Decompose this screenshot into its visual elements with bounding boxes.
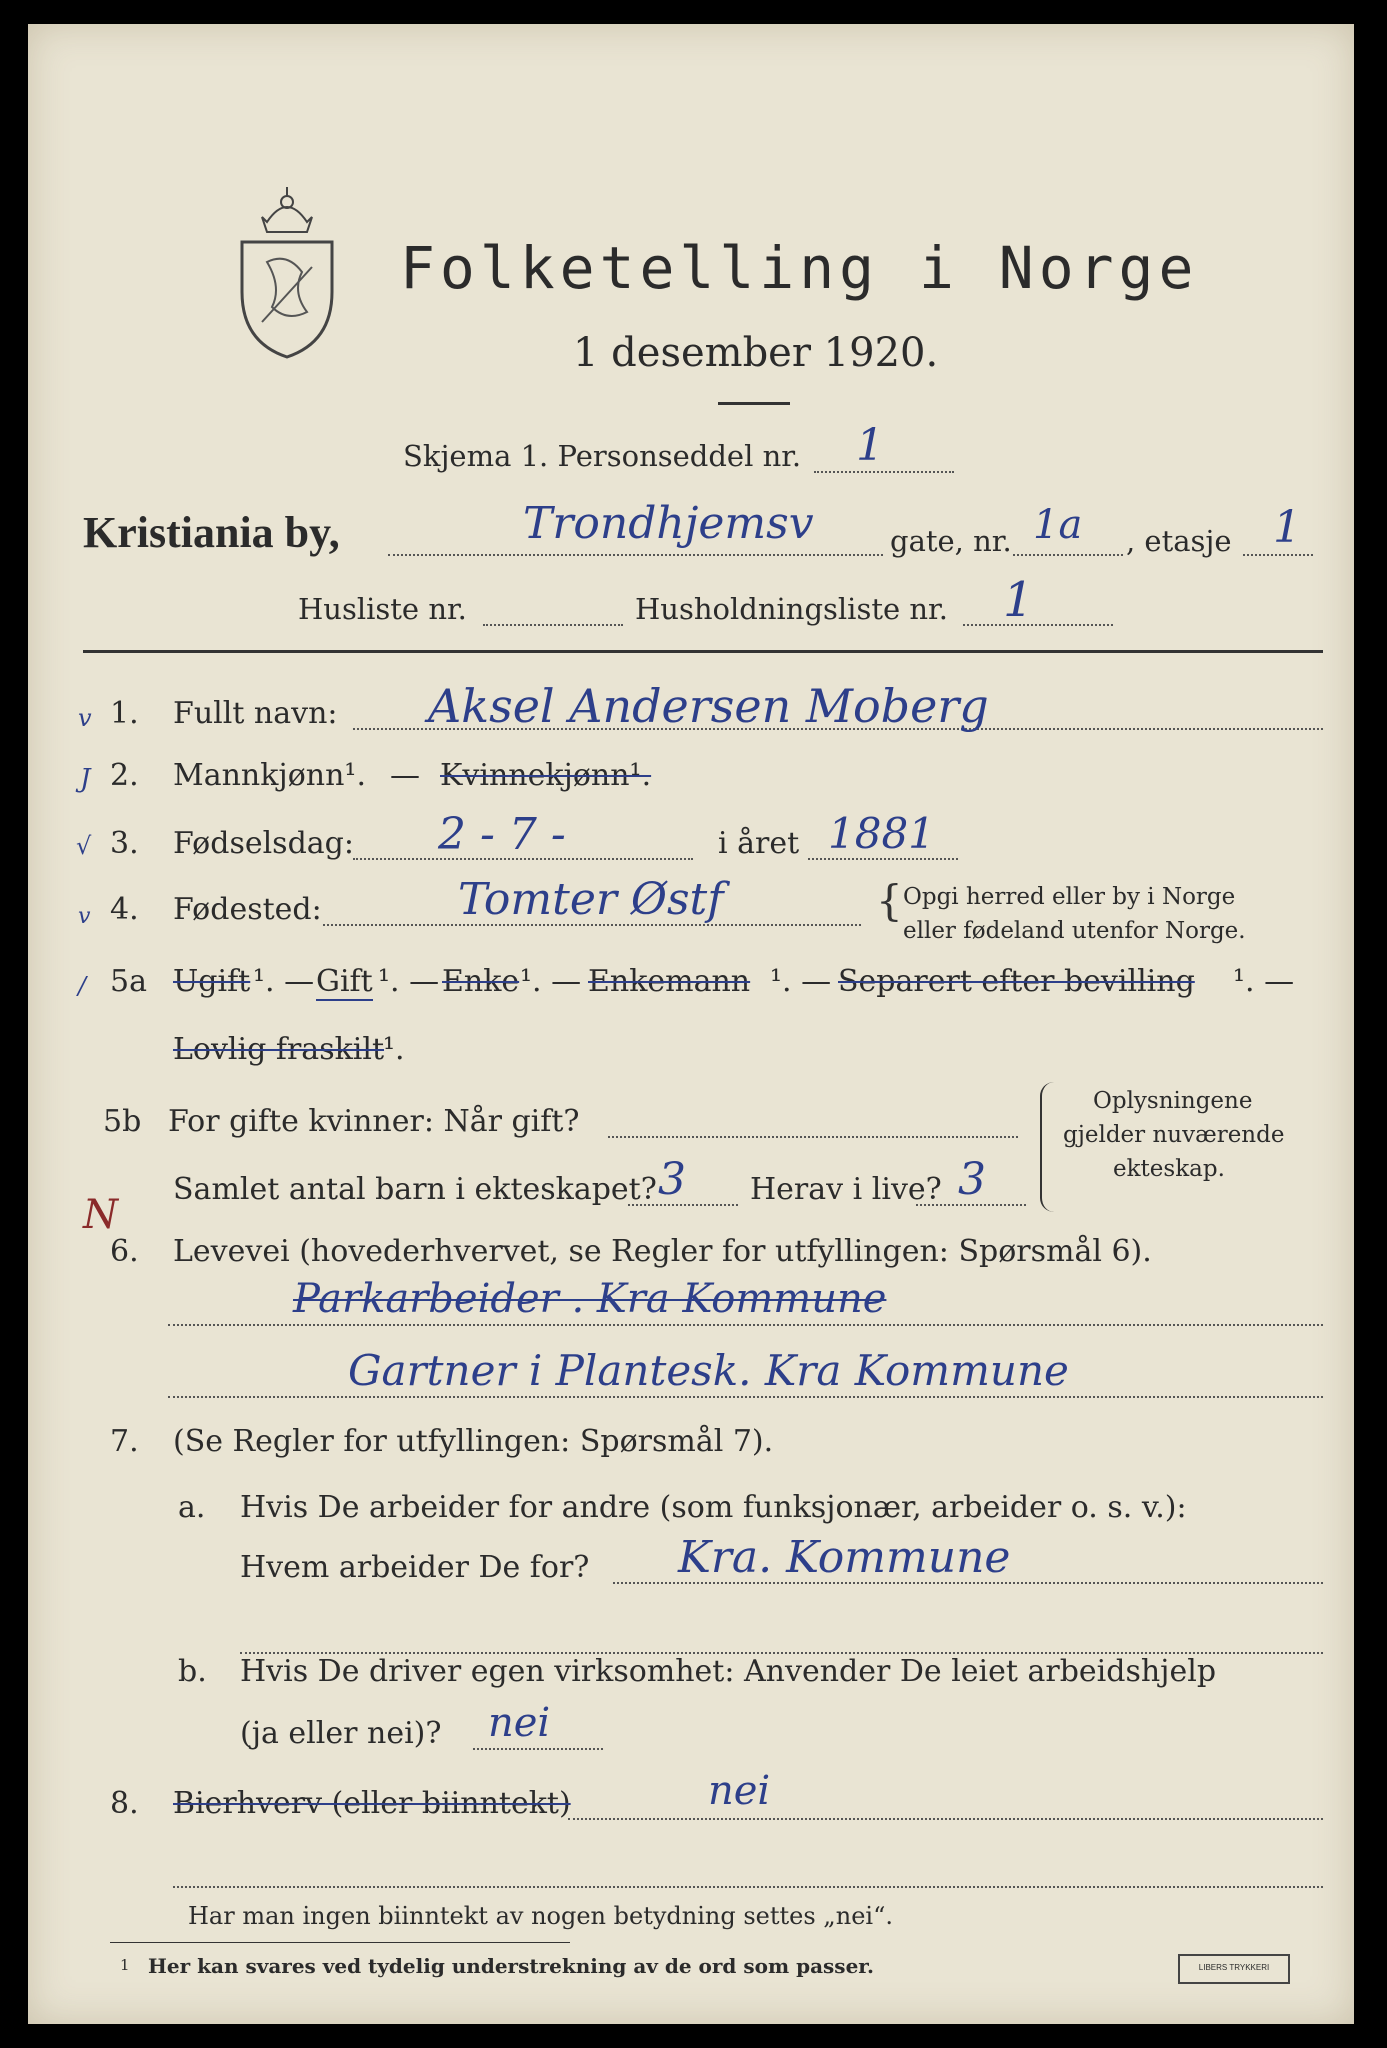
q3-label: Fødselsdag: xyxy=(173,826,354,861)
check-mark-5: / xyxy=(78,972,87,1000)
q5a-sep-4: ¹. — xyxy=(770,964,832,999)
q1-answer: Aksel Andersen Moberg xyxy=(428,679,989,733)
q2-number: 2. xyxy=(110,758,139,793)
q3-year-line xyxy=(808,858,958,860)
census-date: 1 desember 1920. xyxy=(573,330,939,376)
q5b-gift-line xyxy=(608,1136,1018,1138)
husliste-label: Husliste nr. xyxy=(298,592,467,626)
q5b-barn-label: Samlet antal barn i ekteskapet? xyxy=(173,1172,657,1207)
q5b-label: For gifte kvinner: Når gift? xyxy=(168,1104,580,1139)
q5a-sep-2: ¹. — xyxy=(378,964,440,999)
street-line xyxy=(388,554,883,556)
q4-brace: { xyxy=(876,876,903,925)
q8-label: Bierhverv (eller biinntekt) xyxy=(173,1786,571,1821)
footnote-mark: 1 xyxy=(120,1956,130,1974)
section-divider xyxy=(83,650,1323,653)
q3-year: 1881 xyxy=(828,809,935,858)
skjema-label: Skjema 1. Personseddel nr. xyxy=(403,439,802,473)
gate-nr-line xyxy=(1013,554,1123,556)
q5b-barn: 3 xyxy=(658,1154,686,1205)
husholdning-label: Husholdningsliste nr. xyxy=(635,592,948,626)
q6-line-2 xyxy=(168,1396,1323,1398)
q6-crossed: Parkarbeider . Kra Kommune xyxy=(293,1276,887,1322)
q7b-text: Hvis De driver egen virksomhet: Anvender De leiet arbeidshjelp xyxy=(240,1654,1217,1689)
q5a-enkemann: Enkemann xyxy=(588,964,751,999)
footer-note: Har man ingen biinntekt av nogen betydning settes „nei“. xyxy=(188,1902,893,1930)
check-mark-4: v xyxy=(78,904,91,929)
q3-number: 3. xyxy=(110,826,139,861)
q5a-sep-5: ¹. — xyxy=(1233,964,1295,999)
q4-number: 4. xyxy=(110,892,139,927)
q7b-line xyxy=(473,1748,603,1750)
form-title: Folketelling i Norge xyxy=(400,234,1199,302)
q5b-ilive: 3 xyxy=(958,1154,986,1205)
q3-answer: 2 - 7 - xyxy=(438,809,566,860)
personseddel-nr: 1 xyxy=(856,420,884,471)
q5a-enke: Enke xyxy=(442,964,520,999)
q4-note-2: eller fødeland utenfor Norge. xyxy=(903,918,1246,944)
q5b-note-2: gjelder nuværende xyxy=(1063,1122,1285,1148)
husholdning-line xyxy=(963,624,1113,626)
q6-answer: Gartner i Plantesk. Kra Kommune xyxy=(348,1346,1069,1395)
q2-dash: — xyxy=(390,758,420,793)
q7a-text: Hvis De arbeider for andre (som funksjonær, arbeider o. s. v.): xyxy=(240,1490,1187,1525)
q3-year-label: i året xyxy=(718,826,800,861)
q7b-letter: b. xyxy=(178,1654,207,1689)
q2-male: Mannkjønn¹. xyxy=(173,758,366,793)
husholdning-nr: 1 xyxy=(1003,572,1034,628)
etasje-label: , etasje xyxy=(1126,524,1232,558)
q5a-separert: Separert efter bevilling xyxy=(838,964,1195,999)
footnote-rule xyxy=(110,1942,570,1943)
city-label: Kristiania by, xyxy=(83,508,340,557)
coat-of-arms-icon xyxy=(232,172,342,362)
q7-label: (Se Regler for utfyllingen: Spørsmål 7). xyxy=(173,1424,774,1459)
printer-stamp-text: LIBERS TRYKKERI xyxy=(1198,1963,1270,1972)
q6-label: Levevei (hovederhvervet, se Regler for utfyllingen: Spørsmål 6). xyxy=(173,1234,1152,1269)
q1-number: 1. xyxy=(110,696,139,731)
q6-margin-mark: N xyxy=(83,1192,118,1238)
q5b-number: 5b xyxy=(103,1104,142,1139)
q8-answer: nei xyxy=(708,1768,771,1814)
q7a-letter: a. xyxy=(178,1490,206,1525)
q5a-number: 5a xyxy=(110,964,147,999)
q4-label: Fødested: xyxy=(173,892,322,927)
q7b-question: (ja eller nei)? xyxy=(240,1716,442,1751)
gate-nr: 1a xyxy=(1033,502,1083,548)
q7a-question: Hvem arbeider De for? xyxy=(240,1550,590,1585)
q5b-note-3: ekteskap. xyxy=(1113,1156,1225,1182)
q8-number: 8. xyxy=(110,1786,139,1821)
q7-number: 7. xyxy=(110,1424,139,1459)
q1-label: Fullt navn: xyxy=(173,696,338,731)
q8-line xyxy=(568,1818,1323,1820)
q5b-note-1: Oplysningene xyxy=(1093,1088,1253,1114)
etasje-line xyxy=(1243,554,1313,556)
q2-female: Kvinnekjønn¹. xyxy=(440,758,652,793)
q5a-ugift: Ugift xyxy=(173,964,251,999)
personseddel-line xyxy=(814,471,954,473)
street-answer: Trondhjemsv xyxy=(523,498,814,549)
q7a-answer: Kra. Kommune xyxy=(678,1532,1011,1583)
q5a-gift: Gift xyxy=(316,964,373,999)
q4-answer: Tomter Østf xyxy=(458,874,724,925)
husliste-line xyxy=(483,624,623,626)
footnote-text: Her kan svares ved tydelig understrekning av de ord som passer. xyxy=(148,1954,874,1978)
q7b-answer: nei xyxy=(488,1700,551,1746)
q8-extra-line xyxy=(173,1886,1323,1888)
title-divider xyxy=(718,402,790,405)
q4-note-1: Opgi herred eller by i Norge xyxy=(903,884,1236,910)
check-mark-3: √ xyxy=(76,832,92,860)
census-form xyxy=(28,24,1354,2024)
etasje-answer: 1 xyxy=(1273,502,1301,553)
check-mark-2: J xyxy=(80,764,91,794)
q5a-lovlig: Lovlig fraskilt xyxy=(173,1032,385,1067)
q6-number: 6. xyxy=(110,1234,139,1269)
check-mark-1: v xyxy=(78,704,92,732)
printer-stamp xyxy=(1178,1954,1290,1984)
q5b-ilive-label: Herav i live? xyxy=(750,1172,942,1207)
q5a-sep-1: ¹. — xyxy=(253,964,315,999)
q5b-bracket xyxy=(1040,1082,1056,1212)
gate-label: gate, nr. xyxy=(890,524,1012,558)
q5a-sep-6: ¹. xyxy=(383,1032,405,1067)
q6-line-1 xyxy=(168,1324,1323,1326)
q5a-sep-3: ¹. — xyxy=(520,964,582,999)
